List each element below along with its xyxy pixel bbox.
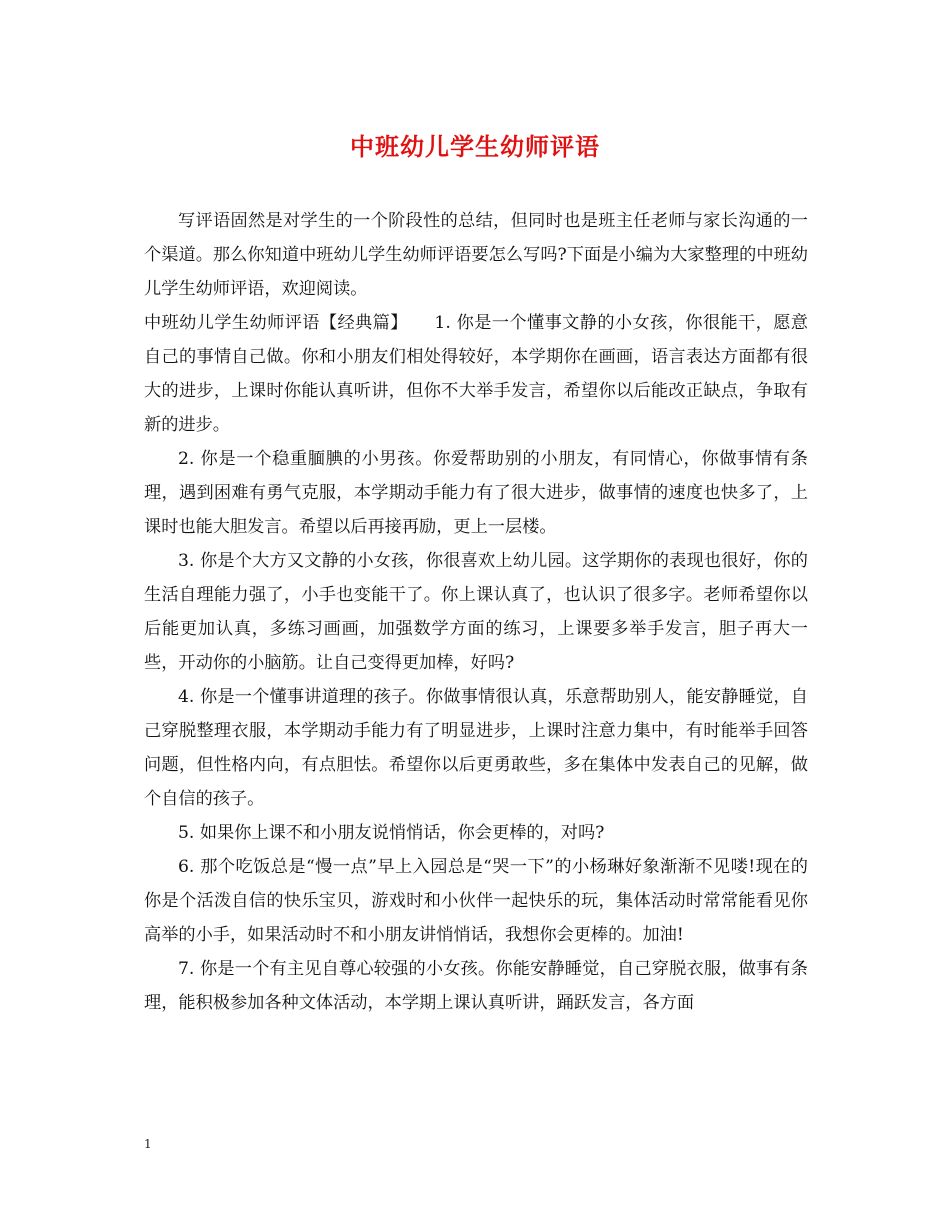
page-number: 1 [144, 1137, 152, 1151]
comment-paragraph-5: 5. 如果你上课不和小朋友说悄悄话，你会更棒的，对吗? [178, 823, 605, 843]
intro-paragraph: 写评语固然是对学生的一个阶段性的总结，但同时也是班主任老师与家长沟通的一个渠道。那么你知道中班幼儿学生幼师评语要怎么写吗?下面是小编为大家整理的中班幼儿学生幼师评语，欢迎阅读。 [144, 211, 808, 299]
comment-paragraph-3: 3. 你是个大方又文静的小女孩，你很喜欢上幼儿园。这学期你的表现也很好，你的生活自理能力强了，小手也变能干了。你上课认真了，也认识了很多字。老师希望你以后能更加认真，多练习画画，加强数学方面的练习，上课要多举手发言，胆子再大一些，开动你的小脑筋。让自己变得更加棒，好吗? [144, 551, 808, 673]
document-body [144, 204, 808, 1020]
document-title: 中班幼儿学生幼师评语 [350, 132, 600, 161]
section-heading-paragraph: 中班幼儿学生幼师评语【经典篇】 1. 你是一个懂事文静的小女孩，你很能干，愿意自己的事情自己做。你和小朋友们相处得较好，本学期你在画画，语言表达方面都有很大的进步，上课时你能认真听讲，但你不大举手发言，希望你以后能改正缺点，争取有新的进步。 [144, 313, 808, 435]
comment-paragraph-4: 4. 你是一个懂事讲道理的孩子。你做事情很认真，乐意帮助别人，能安静睡觉，自己穿脱整理衣服，本学期动手能力有了明显进步，上课时注意力集中，有时能举手回答问题，但性格内向，有点胆怯。希望你以后更勇敢些，多在集体中发表自己的见解，做个自信的孩子。 [144, 687, 808, 809]
comment-paragraph-6: 6. 那个吃饭总是“慢一点”早上入园总是“哭一下”的小杨琳好象渐渐不见喽!现在的你是个活泼自信的快乐宝贝，游戏时和小伙伴一起快乐的玩，集体活动时常常能看见你高举的小手，如果活动时不和小朋友讲悄悄话，我想你会更棒的。加油! [144, 857, 808, 945]
comment-paragraph-2: 2. 你是一个稳重腼腆的小男孩。你爱帮助别的小朋友，有同情心，你做事情有条理，遇到困难有勇气克服，本学期动手能力有了很大进步，做事情的速度也快多了，上课时也能大胆发言。希望以后再接再励，更上一层楼。 [144, 449, 808, 537]
comment-paragraph-7: 7. 你是一个有主见自尊心较强的小女孩。你能安静睡觉，自己穿脱衣服，做事有条理，能积极参加各种文体活动，本学期上课认真听讲，踊跃发言，各方面 [144, 959, 808, 1013]
